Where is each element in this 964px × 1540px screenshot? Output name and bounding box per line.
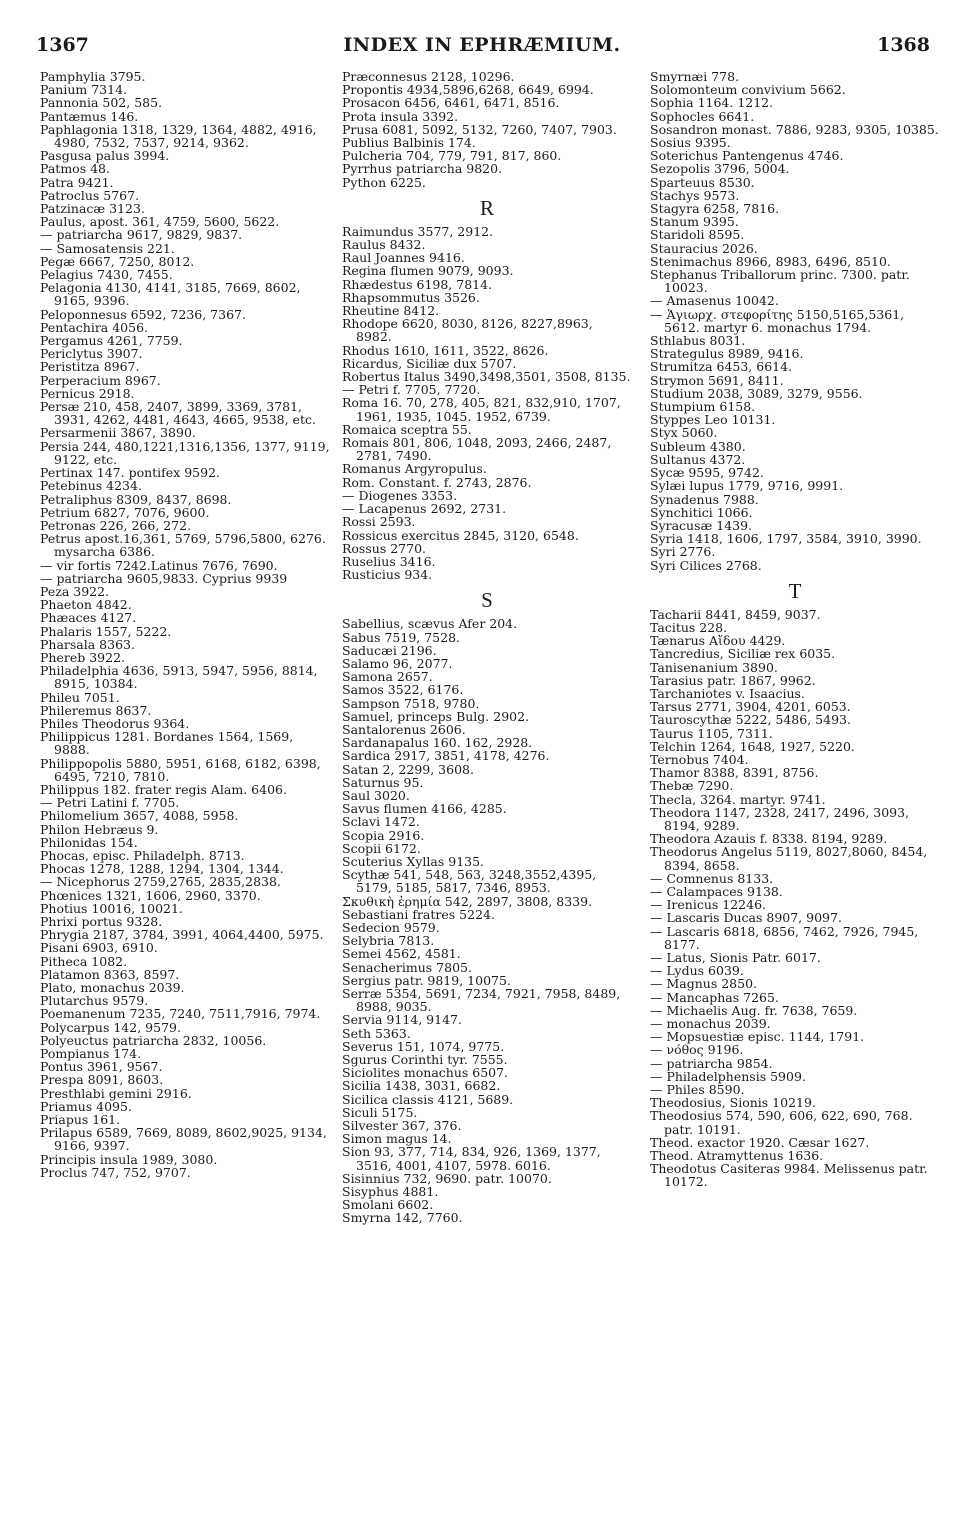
index-entry: Pitheca 1082. — [40, 953, 128, 969]
index-entry: Syri 2776. — [650, 544, 716, 560]
index-entry: — Lacapenus 2692, 2731. — [342, 501, 507, 517]
index-entry: Σκυθικὴ ἐρημία 542, 2897, 3808, 8339. — [342, 893, 593, 909]
index-entry: Philippopolis 5880, 5951, 6168, 6182, 6398, 6495, 7210, 7810. — [40, 755, 321, 784]
index-entry: Rusticius 934. — [342, 567, 433, 583]
index-entry: Sion 93, 377, 714, 834, 926, 1369, 1377, 3516, 4001, 4107, 5978. 6016. — [342, 1144, 601, 1173]
index-entry: Sicilica classis 4121, 5689. — [342, 1091, 514, 1107]
index-entry: Tacitus 228. — [650, 619, 728, 635]
index-entry: Raul Joannes 9416. — [342, 250, 465, 266]
index-entry: Phereb 3922. — [40, 649, 125, 665]
index-entry: Philonidas 154. — [40, 834, 138, 850]
index-entry: Sparteuus 8530. — [650, 174, 755, 190]
index-entry: Phileremus 8637. — [40, 702, 152, 718]
index-entry: Raimundus 3577, 2912. — [342, 223, 494, 239]
index-entry: Præconnesus 2128, 10296. — [342, 69, 515, 84]
index-entry: Syria 1418, 1606, 1797, 3584, 3910, 3990. — [650, 531, 922, 547]
index-entry: — Nicephorus 2759,2765, 2835,2838. — [40, 874, 281, 890]
index-entry: Stauracius 2026. — [650, 240, 758, 256]
page-number-left: 1367 — [36, 34, 89, 56]
index-entry: Tarasius patr. 1867, 9962. — [650, 672, 816, 688]
index-entry: Priamus 4095. — [40, 1098, 132, 1114]
page-header — [0, 34, 964, 64]
index-entry: Siculi 5175. — [342, 1104, 418, 1120]
index-entry: Savus flumen 4166, 4285. — [342, 801, 507, 817]
index-entry: Patzinacæ 3123. — [40, 201, 145, 217]
index-entry: Phrygia 2187, 3784, 3991, 4064,4400, 5975. — [40, 927, 324, 943]
index-entry: Sabellius, scævus Afer 204. — [342, 616, 518, 632]
index-entry: Sergius patr. 9819, 10075. — [342, 972, 511, 988]
index-entry: Petebinus 4234. — [40, 478, 142, 494]
index-entry: Scopii 6172. — [342, 840, 421, 856]
index-entry: Simon magus 14. — [342, 1131, 452, 1147]
index-entry: — Philadelphensis 5909. — [650, 1068, 806, 1084]
index-entry: Periclytus 3907. — [40, 346, 143, 362]
section-letter-heading: R — [479, 195, 494, 220]
index-entry: Samos 3522, 6176. — [342, 682, 464, 698]
index-entry: Theodosius 574, 590, 606, 622, 690, 768. patr. 10191. — [650, 1108, 913, 1137]
index-entry: Semei 4562, 4581. — [342, 946, 461, 962]
index-entry: Platamon 8363, 8597. — [40, 966, 180, 982]
index-entry: Tanisenanium 3890. — [650, 659, 778, 675]
index-entry: Stagyra 6258, 7816. — [650, 201, 780, 217]
index-entry: Styppes Leo 10131. — [650, 412, 776, 428]
index-entry: — Comnenus 8133. — [650, 870, 774, 886]
index-entry: Stachys 9573. — [650, 187, 740, 203]
index-entry: Principis insula 1989, 3080. — [40, 1151, 218, 1167]
index-entry: — Ἁγιωρχ. στεφορίτης 5150,5165,5361, 5612. martyr 6. monachus 1794. — [650, 306, 905, 335]
index-entry: Theodosius, Sionis 10219. — [650, 1095, 816, 1111]
index-entry: Servia 9114, 9147. — [342, 1012, 462, 1028]
index-entry: Sezopolis 3796, 5004. — [650, 161, 790, 177]
index-entry: Tacharii 8441, 8459, 9037. — [650, 606, 821, 622]
index-entry: Pannonia 502, 585. — [40, 95, 163, 111]
index-entry: Poemanenum 7235, 7240, 7511,7916, 7974. — [40, 1006, 321, 1022]
index-entry: Siciolites monachus 6507. — [342, 1065, 509, 1081]
index-entry: Theod. Atramyttenus 1636. — [650, 1148, 824, 1164]
index-entry: — Amasenus 10042. — [650, 293, 779, 309]
index-entry: Peloponnesus 6592, 7236, 7367. — [40, 306, 246, 322]
index-entry: Rossicus exercitus 2845, 3120, 6548. — [342, 527, 579, 543]
index-entry: Theodotus Casiteras 9984. Melissenus patr. 10172. — [650, 1161, 928, 1190]
index-entry: Phalaris 1557, 5222. — [40, 623, 172, 639]
index-entry: Saducæi 2196. — [342, 642, 437, 658]
index-entry: — patriarcha 9617, 9829, 9837. — [40, 227, 243, 243]
index-entry: Sardanapalus 160. 162, 2928. — [342, 735, 533, 751]
index-entry: Peristitza 8967. — [40, 359, 140, 375]
index-entry: Rhædestus 6198, 7814. — [342, 276, 493, 292]
index-entry: Rom. Constant. f. 2743, 2876. — [342, 474, 532, 490]
index-entry: Priapus 161. — [40, 1112, 121, 1128]
index-entry: Pontus 3961, 9567. — [40, 1059, 163, 1075]
index-entry: — Magnus 2850. — [650, 976, 758, 992]
index-entry: Saul 3020. — [342, 787, 410, 803]
index-entry: Studium 2038, 3089, 3279, 9556. — [650, 385, 863, 401]
index-entry: Propontis 4934,5896,6268, 6649, 6994. — [342, 82, 594, 98]
index-entry: Raulus 8432. — [342, 237, 426, 253]
index-column-1 — [40, 70, 330, 1179]
index-entry: Patra 9421. — [40, 174, 114, 190]
index-entry: Petrium 6827, 7076, 9600. — [40, 504, 210, 520]
index-entry: Pharsala 8363. — [40, 636, 135, 652]
index-entry: Perperacium 8967. — [40, 372, 161, 388]
index-entry: — Latus, Sionis Patr. 6017. — [650, 950, 821, 965]
index-entry: Prespa 8091, 8603. — [40, 1072, 164, 1088]
index-entry: Peza 3922. — [40, 583, 110, 599]
index-entry: Persarmenii 3867, 3890. — [40, 425, 196, 441]
index-entry: Phæaces 4127. — [40, 610, 137, 626]
index-entry: Romaica sceptra 55. — [342, 421, 472, 437]
index-entry: — Mopsuestiæ episc. 1144, 1791. — [650, 1029, 865, 1045]
index-entry: Rossi 2593. — [342, 514, 416, 530]
index-entry: Sebastiani fratres 5224. — [342, 906, 495, 922]
index-entry: Pisani 6903, 6910. — [40, 940, 158, 956]
index-entry: Prota insula 3392. — [342, 108, 459, 124]
index-entry: Pelagonia 4130, 4141, 3185, 7669, 8602, 9165, 9396. — [40, 280, 301, 309]
index-entry: Rhapsommutus 3526. — [342, 289, 480, 305]
index-entry: Theod. exactor 1920. Cæsar 1627. — [650, 1134, 870, 1150]
index-entry: Selybria 7813. — [342, 933, 435, 949]
index-entry: Theodora 1147, 2328, 2417, 2496, 3093, 8194, 9289. — [650, 804, 910, 833]
page-number-right: 1368 — [877, 34, 930, 56]
index-entry: Sampson 7518, 9780. — [342, 695, 480, 711]
index-entry: Stumpium 6158. — [650, 399, 756, 415]
index-entry: Smyrna 142, 7760. — [342, 1210, 463, 1226]
index-entry: — Irenicus 12246. — [650, 897, 767, 913]
index-entry: Salamo 96, 2077. — [342, 655, 453, 671]
index-entry: Prosacon 6456, 6461, 6471, 8516. — [342, 95, 560, 111]
index-entry: Sclavi 1472. — [342, 814, 420, 830]
index-entry: Pamphylia 3795. — [40, 69, 146, 84]
index-entry: Philippus 182. frater regis Alam. 6406. — [40, 781, 287, 797]
index-entry: Strumitza 6453, 6614. — [650, 359, 793, 375]
index-entry: Sicilia 1438, 3031, 6682. — [342, 1078, 501, 1094]
index-entry: Sedecion 9579. — [342, 919, 440, 935]
index-entry: Phaeton 4842. — [40, 597, 132, 613]
index-entry: Stephanus Triballorum princ. 7300. patr. 10023. — [650, 267, 910, 296]
index-entry: Paulus, apost. 361, 4759, 5600, 5622. — [40, 214, 280, 230]
index-entry: — Philes 8590. — [650, 1082, 745, 1098]
index-entry: Taurus 1105, 7311. — [650, 725, 773, 741]
index-entry: Sabus 7519, 7528. — [342, 629, 460, 645]
index-entry: Sosius 9395. — [650, 135, 731, 151]
index-entry: Ricardus, Siciliæ dux 5707. — [342, 355, 517, 371]
index-entry: Syri Cilices 2768. — [650, 557, 762, 573]
index-entry: Sophocles 6641. — [650, 108, 755, 124]
index-entry: Roma 16. 70, 278, 405, 821, 832,910, 1707, 1961, 1935, 1045. 1952, 6739. — [342, 395, 621, 424]
index-entry: Python 6225. — [342, 174, 426, 190]
index-entry: Polyeuctus patriarcha 2832, 10056. — [40, 1032, 267, 1048]
index-entry: Persæ 210, 458, 2407, 3899, 3369, 3781, 3931, 4262, 4481, 4643, 4665, 9538, etc. — [40, 399, 316, 428]
index-entry: Phileu 7051. — [40, 689, 120, 705]
index-entry: Serræ 5354, 5691, 7234, 7921, 7958, 8489, 8988, 9035. — [342, 986, 621, 1015]
index-entry: Petrus apost.16,361, 5769, 5796,5800, 6276. mysarcha 6386. — [40, 531, 326, 560]
index-entry: Pegæ 6667, 7250, 8012. — [40, 253, 195, 269]
index-entry: Scopia 2916. — [342, 827, 425, 843]
index-entry: Stenimachus 8966, 8983, 6496, 8510. — [650, 253, 891, 269]
index-entry: — Petri f. 7705, 7720. — [342, 382, 481, 398]
index-entry: — Lascaris 6818, 6856, 7462, 7926, 7945, 8177. — [650, 923, 919, 952]
index-entry: Sardica 2917, 3851, 4178, 4276. — [342, 748, 550, 764]
index-entry: Philippicus 1281. Bordanes 1564, 1569, 9888. — [40, 729, 294, 758]
index-entry: Severus 151, 1074, 9775. — [342, 1038, 505, 1054]
index-column-3 — [650, 70, 940, 1189]
index-entry: Sylæi lupus 1779, 9716, 9991. — [650, 478, 844, 494]
index-entry: Petraliphus 8309, 8437, 8698. — [40, 491, 232, 507]
index-entry: Phocas, episc. Philadelph. 8713. — [40, 847, 245, 863]
index-entry: — patriarcha 9605,9833. Cyprius 9939 — [40, 570, 288, 586]
index-entry: Sisyphus 4881. — [342, 1184, 439, 1200]
index-entry: Santalorenus 2606. — [342, 721, 466, 737]
index-entry: Thebæ 7290. — [650, 778, 734, 794]
index-entry: Sgurus Corinthi tyr. 7555. — [342, 1052, 508, 1068]
index-entry: Philes Theodorus 9364. — [40, 715, 190, 731]
index-entry: Scythæ 541, 548, 563, 3248,3552,4395, 5179, 5185, 5817, 7346, 8953. — [342, 867, 597, 896]
index-entry: Silvester 367, 376. — [342, 1118, 462, 1134]
index-entry: Ternobus 7404. — [650, 751, 749, 767]
index-entry: Thamor 8388, 8391, 8756. — [650, 765, 819, 781]
index-entry: — vir fortis 7242.Latinus 7676, 7690. — [40, 557, 278, 573]
index-entry: Rhodus 1610, 1611, 3522, 8626. — [342, 342, 549, 358]
index-entry: — Lydus 6039. — [650, 963, 744, 979]
index-entry: — Lascaris Ducas 8907, 9097. — [650, 910, 842, 926]
index-entry: Satan 2, 2299, 3608. — [342, 761, 474, 777]
index-entry: Subleum 4380. — [650, 438, 746, 454]
index-entry: Pompianus 174. — [40, 1046, 142, 1062]
index-entry: Proclus 747, 752, 9707. — [40, 1164, 191, 1180]
index-entry: Strymon 5691, 8411. — [650, 372, 784, 388]
section-letter-heading: S — [481, 588, 493, 613]
index-entry: Pantæmus 146. — [40, 108, 139, 124]
index-entry: Plato, monachus 2039. — [40, 980, 185, 996]
index-entry: Pertinax 147. pontifex 9592. — [40, 465, 221, 481]
index-entry: Prusa 6081, 5092, 5132, 7260, 7407, 7903. — [342, 121, 617, 137]
index-entry: Romais 801, 806, 1048, 2093, 2466, 2487, 2781, 7490. — [342, 435, 612, 464]
index-entry: — patriarcha 9854. — [650, 1055, 773, 1071]
index-entry: Robertus Italus 3490,3498,3501, 3508, 8135. — [342, 369, 631, 385]
index-entry: Pasgusa palus 3994. — [40, 148, 170, 164]
index-entry: Patroclus 5767. — [40, 187, 140, 203]
index-entry: Persia 244, 480,1221,1316,1356, 1377, 9119, 9122, etc. — [40, 438, 330, 467]
index-entry: Rhodope 6620, 8030, 8126, 8227,8963, 8982. — [342, 316, 593, 345]
index-entry: Thecla, 3264. martyr. 9741. — [650, 791, 826, 807]
index-entry: Smolani 6602. — [342, 1197, 434, 1213]
index-entry: Publius Balbinis 174. — [342, 135, 476, 151]
index-entry: Staridoli 8595. — [650, 227, 745, 243]
index-entry: Synadenus 7988. — [650, 491, 759, 507]
index-entry: Synchitici 1066. — [650, 504, 753, 520]
index-entry: — Petri Latini f. 7705. — [40, 795, 180, 811]
index-entry: Seth 5363. — [342, 1025, 411, 1041]
index-entry: Stanum 9395. — [650, 214, 739, 230]
index-entry: Phocas 1278, 1288, 1294, 1304, 1344. — [40, 861, 284, 877]
index-entry: Photius 10016, 10021. — [40, 900, 183, 916]
index-entry: Prilapus 6589, 7669, 8089, 8602,9025, 9134, 9166, 9397. — [40, 1125, 327, 1154]
index-entry: Sycæ 9595, 9742. — [650, 465, 764, 481]
index-entry: Sultanus 4372. — [650, 451, 746, 467]
index-entry: Phrixi portus 9328. — [40, 914, 163, 929]
index-entry: Syracusæ 1439. — [650, 517, 753, 533]
index-entry: Tarsus 2771, 3904, 4201, 6053. — [650, 699, 851, 715]
index-entry: Philomelium 3657, 4088, 5958. — [40, 808, 239, 824]
index-entry: Romanus Argyropulus. — [342, 461, 487, 477]
index-entry: Saturnus 95. — [342, 774, 424, 790]
index-entry: Ruselius 3416. — [342, 553, 436, 569]
index-entry: Senacherimus 7805. — [342, 959, 472, 975]
index-entry: Rheutine 8412. — [342, 303, 440, 319]
index-entry: Samuel, princeps Bulg. 2902. — [342, 708, 530, 724]
index-entry: Polycarpus 142, 9579. — [40, 1019, 181, 1035]
index-entry: Pelagius 7430, 7455. — [40, 267, 173, 283]
index-entry: Telchin 1264, 1648, 1927, 5220. — [650, 738, 855, 754]
running-title: INDEX IN EPHRÆMIUM. — [343, 34, 621, 56]
index-entry: Scuterius Xyllas 9135. — [342, 853, 485, 869]
index-entry: Sisinnius 732, 9690. patr. 10070. — [342, 1170, 552, 1186]
index-entry: Soterichus Pantengenus 4746. — [650, 148, 844, 164]
index-entry: Phœnices 1321, 1606, 2960, 3370. — [40, 887, 261, 903]
index-entry: Pentachira 4056. — [40, 319, 149, 335]
index-entry: Pyrrhus patriarcha 9820. — [342, 161, 503, 177]
index-entry: Petronas 226, 266, 272. — [40, 517, 192, 533]
index-entry: Pernicus 2918. — [40, 385, 135, 401]
index-entry: Styx 5060. — [650, 425, 718, 441]
index-entry: Sthlabus 8031. — [650, 333, 746, 349]
index-entry: — νόθος 9196. — [650, 1042, 744, 1058]
index-entry: Solomonteum convivium 5662. — [650, 82, 846, 98]
index-entry: — Michaelis Aug. fr. 7638, 7659. — [650, 1002, 858, 1018]
index-entry: Tancredius, Siciliæ rex 6035. — [650, 646, 836, 662]
index-entry: Philadelphia 4636, 5913, 5947, 5956, 8814, 8915, 10384. — [40, 663, 318, 692]
index-entry: Presthlabi gemini 2916. — [40, 1085, 192, 1101]
index-entry: Theodorus Angelus 5119, 8027,8060, 8454, 8394, 8658. — [650, 844, 928, 873]
index-entry: Pulcheria 704, 779, 791, 817, 860. — [342, 148, 562, 164]
index-entry: — Samosatensis 221. — [40, 240, 175, 256]
index-column-2 — [342, 70, 632, 1225]
index-entry: — Calampaces 9138. — [650, 883, 783, 899]
index-entry: Panium 7314. — [40, 82, 128, 98]
index-entry: Plutarchus 9579. — [40, 993, 149, 1009]
index-entry: Sophia 1164. 1212. — [650, 95, 774, 111]
index-entry: Strategulus 8989, 9416. — [650, 346, 804, 362]
index-entry: Philon Hebræus 9. — [40, 821, 159, 837]
index-entry: Patmos 48. — [40, 161, 110, 177]
index-entry: Tauroscythæ 5222, 5486, 5493. — [650, 712, 851, 728]
index-entry: Pergamus 4261, 7759. — [40, 333, 183, 349]
index-entry: Paphlagonia 1318, 1329, 1364, 4882, 4916, 4980, 7532, 7537, 9214, 9362. — [40, 121, 317, 151]
index-entry: Regina flumen 9079, 9093. — [342, 263, 514, 279]
index-entry: Tarchaniotes v. Isaacius. — [650, 685, 805, 701]
section-letter-heading: T — [788, 578, 802, 603]
index-entry: — monachus 2039. — [650, 1016, 771, 1032]
index-entry: Smyrnæi 778. — [650, 69, 740, 84]
index-entry: Tænarus Αἴδου 4429. — [650, 633, 786, 649]
index-entry: Rossus 2770. — [342, 540, 426, 556]
index-entry: — Mancaphas 7265. — [650, 989, 779, 1005]
index-entry: — Diogenes 3353. — [342, 487, 458, 503]
index-entry: Theodora Azauis f. 8338. 8194, 9289. — [650, 831, 888, 847]
index-entry: Sosandron monast. 7886, 9283, 9305, 10385. — [650, 121, 939, 137]
index-entry: Samona 2657. — [342, 669, 433, 685]
